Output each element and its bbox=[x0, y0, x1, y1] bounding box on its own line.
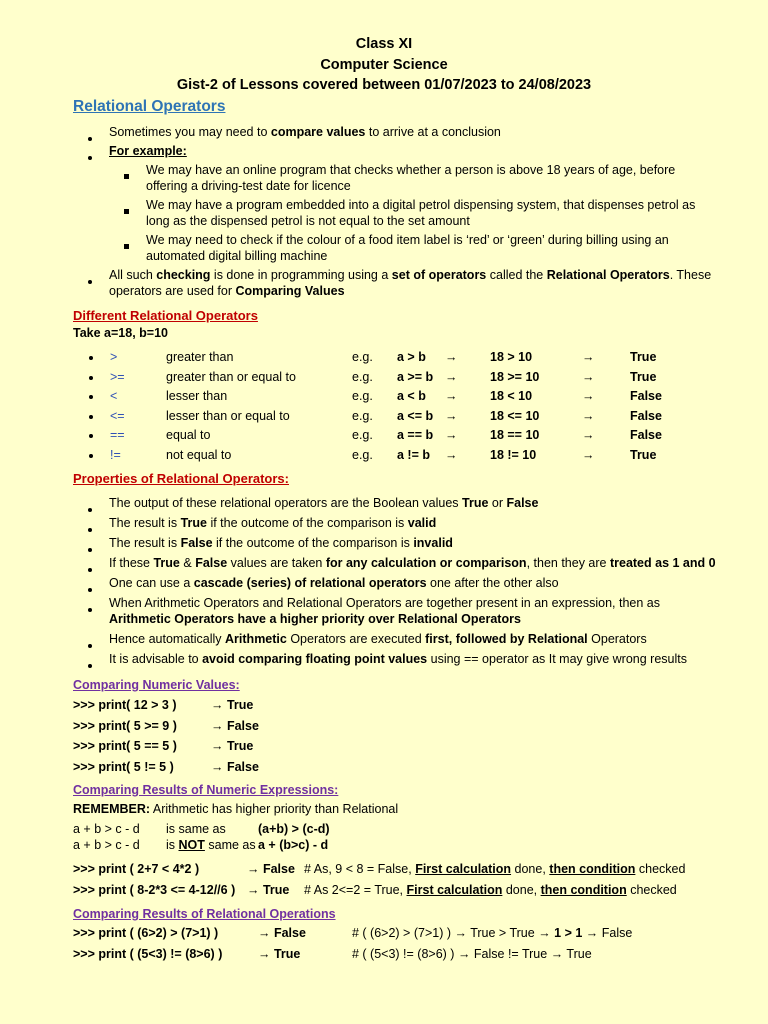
operator-row-op: <= bbox=[110, 408, 125, 423]
numeric-values-heading: Comparing Numeric Values: bbox=[73, 678, 240, 692]
operator-row-res: False bbox=[630, 408, 662, 423]
intro-bullet: Sometimes you may need to compare values to arrive at a conclusion bbox=[109, 125, 501, 139]
example-3-line2: automated digital billing machine bbox=[146, 249, 328, 263]
bullet-icon bbox=[89, 395, 93, 399]
operator-row-desc: greater than bbox=[166, 350, 234, 364]
expr-2-left: a + b > c - d bbox=[73, 838, 140, 852]
operator-row-res: False bbox=[630, 428, 662, 442]
expr-1-right: (a+b) > (c-d) bbox=[258, 822, 330, 836]
operator-row-eg: e.g. bbox=[352, 447, 373, 462]
operation-code-1: >>> print ( (6>2) > (7>1) ) bbox=[73, 926, 219, 940]
property-4: If these True & False values are taken for any calculation or comparison, then they are treated as 1 and 0 bbox=[109, 556, 716, 570]
operator-row-eg: e.g. bbox=[352, 369, 373, 384]
operator-row-arrow1: → bbox=[445, 389, 458, 403]
operator-row-res: True bbox=[630, 369, 657, 384]
operator-row-arrow1: → bbox=[445, 408, 458, 423]
expr-code-2: >>> print ( 8-2*3 <= 4-12//6 ) bbox=[73, 883, 236, 897]
operator-row-eg: e.g. bbox=[352, 389, 373, 403]
bullet-icon bbox=[88, 581, 92, 595]
property-7: Hence automatically Arithmetic Operators are executed first, followed by Relational Operators bbox=[109, 632, 647, 646]
operator-row-op: < bbox=[110, 389, 118, 403]
property-8: It is advisable to avoid comparing floating point values using == operator as It may give wrong results bbox=[109, 652, 687, 666]
operation-result-1: → False bbox=[258, 926, 306, 940]
numeric-result: → False bbox=[211, 718, 259, 733]
bullet-icon bbox=[89, 434, 93, 438]
square-bullet-icon bbox=[124, 238, 129, 252]
bullet-icon bbox=[89, 415, 93, 419]
operator-row-val: 18 != 10 bbox=[490, 447, 537, 462]
different-operators-heading: Different Relational Operators bbox=[73, 308, 258, 323]
numeric-code: >>> print( 12 > 3 ) bbox=[73, 698, 177, 712]
numeric-code: >>> print( 5 >= 9 ) bbox=[73, 718, 177, 733]
property-1: The output of these relational operators are the Boolean values True or False bbox=[109, 496, 539, 510]
operator-row-arrow2: → bbox=[582, 447, 595, 462]
operator-row-val: 18 < 10 bbox=[490, 389, 533, 403]
operator-row-arrow2: → bbox=[582, 389, 595, 403]
checking-bullet-line2: operators are used for Comparing Values bbox=[109, 284, 345, 298]
operator-row-desc: greater than or equal to bbox=[166, 369, 296, 384]
square-bullet-icon bbox=[124, 168, 129, 182]
operator-row-expr: a < b bbox=[397, 389, 426, 403]
remember-line: REMEMBER: Arithmetic has higher priority than Relational bbox=[73, 802, 399, 816]
property-2: The result is True if the outcome of the comparison is valid bbox=[109, 516, 437, 530]
operation-result-2: → True bbox=[258, 947, 301, 961]
property-6-line1: When Arithmetic Operators and Relational Operators are together present in an expression, then as bbox=[109, 596, 660, 610]
operator-row-eg: e.g. bbox=[352, 350, 373, 364]
numeric-code: >>> print( 5 != 5 ) bbox=[73, 759, 174, 774]
operator-row-val: 18 >= 10 bbox=[490, 369, 540, 384]
bullet-icon bbox=[88, 130, 92, 144]
expr-1-left: a + b > c - d bbox=[73, 822, 140, 836]
checking-bullet-line1: All such checking is done in programming using a set of operators called the Relational Operators. These bbox=[109, 268, 712, 282]
operator-row-res: False bbox=[630, 389, 662, 403]
example-1-line2: offering a driving-test date for licence bbox=[146, 179, 351, 193]
example-2-line1: We may have a program embedded into a digital petrol dispensing system, that dispenses petrol as bbox=[146, 198, 696, 212]
take-values-line: Take a=18, b=10 bbox=[73, 326, 168, 340]
operator-row-val: 18 <= 10 bbox=[490, 408, 540, 423]
operator-row-expr: a <= b bbox=[397, 408, 434, 423]
operator-row-val: 18 > 10 bbox=[490, 350, 533, 364]
operation-comment-2: # ( (5<3) != (8>6) ) → False != True → True bbox=[352, 947, 592, 961]
operator-row-expr: a >= b bbox=[397, 369, 434, 384]
operator-row-expr: a > b bbox=[397, 350, 426, 364]
relational-operators-heading: Relational Operators bbox=[73, 98, 226, 115]
operator-row-op: >= bbox=[110, 369, 125, 384]
bullet-icon bbox=[88, 273, 92, 287]
expr-code-1: >>> print ( 2+7 < 4*2 ) bbox=[73, 862, 200, 876]
numeric-code: >>> print( 5 == 5 ) bbox=[73, 739, 177, 753]
operator-row-arrow1: → bbox=[445, 447, 458, 462]
bullet-icon bbox=[89, 454, 93, 458]
operator-row-res: True bbox=[630, 350, 657, 364]
operator-row-arrow2: → bbox=[582, 428, 595, 442]
operator-row-expr: a != b bbox=[397, 447, 430, 462]
operation-comment-1: # ( (6>2) > (7>1) ) → True > True → 1 > 1 → False bbox=[352, 926, 633, 940]
bullet-icon bbox=[88, 601, 92, 615]
expr-result-1: → False bbox=[247, 862, 295, 876]
operator-row-op: > bbox=[110, 350, 118, 364]
property-6-line2: Arithmetic Operators have a higher priority over Relational Operators bbox=[109, 612, 521, 626]
for-example-label: For example: bbox=[109, 144, 187, 158]
numeric-result: → True bbox=[211, 698, 254, 712]
numeric-result: → False bbox=[211, 759, 259, 774]
operator-row-val: 18 == 10 bbox=[490, 428, 540, 442]
example-3-line1: We may need to check if the colour of a food item label is ‘red’ or ‘green’ during billing using an bbox=[146, 233, 669, 247]
example-1-line1: We may have an online program that checks whether a person is above 18 years of age, before bbox=[146, 163, 676, 177]
example-2-line2: long as the dispensed petrol is not equal to the set amount bbox=[146, 214, 470, 228]
numeric-expressions-heading: Comparing Results of Numeric Expressions: bbox=[73, 783, 339, 797]
bullet-icon bbox=[88, 149, 92, 163]
property-5: One can use a cascade (series) of relational operators one after the other also bbox=[109, 576, 559, 590]
properties-heading: Properties of Relational Operators: bbox=[73, 471, 289, 486]
operator-row-arrow1: → bbox=[445, 350, 458, 364]
bullet-icon bbox=[88, 541, 92, 555]
expr-result-2: → True bbox=[247, 883, 290, 897]
operator-row-desc: not equal to bbox=[166, 447, 232, 462]
class-title: Class XI bbox=[355, 36, 413, 52]
relational-operations-heading: Comparing Results of Relational Operations bbox=[73, 907, 336, 921]
operator-row-desc: equal to bbox=[166, 428, 211, 442]
bullet-icon bbox=[89, 356, 93, 360]
expr-2-right: a + (b>c) - d bbox=[258, 838, 329, 852]
operation-code-2: >>> print ( (5<3) != (8>6) ) bbox=[73, 947, 223, 961]
bullet-icon bbox=[88, 657, 92, 671]
subject-title: Computer Science bbox=[320, 57, 448, 73]
expr-comment-1: # As, 9 < 8 = False, First calculation done, then condition checked bbox=[304, 862, 686, 876]
numeric-result: → True bbox=[211, 739, 254, 753]
operator-row-arrow1: → bbox=[445, 369, 458, 384]
operator-row-eg: e.g. bbox=[352, 408, 373, 423]
operator-row-op: == bbox=[110, 428, 125, 442]
bullet-icon bbox=[88, 637, 92, 651]
operator-row-arrow2: → bbox=[582, 350, 595, 364]
property-3: The result is False if the outcome of the comparison is invalid bbox=[109, 536, 453, 550]
operator-row-arrow2: → bbox=[582, 369, 595, 384]
bullet-icon bbox=[88, 521, 92, 535]
square-bullet-icon bbox=[124, 203, 129, 217]
expr-2-relation: is NOT same as bbox=[166, 838, 256, 852]
operator-row-desc: lesser than bbox=[166, 389, 228, 403]
operator-row-op: != bbox=[110, 447, 121, 462]
expr-comment-2: # As 2<=2 = True, First calculation done, then condition checked bbox=[304, 883, 677, 897]
operator-row-res: True bbox=[630, 447, 657, 462]
bullet-icon bbox=[88, 501, 92, 515]
operator-row-eg: e.g. bbox=[352, 428, 373, 442]
bullet-icon bbox=[88, 561, 92, 575]
bullet-icon bbox=[89, 376, 93, 380]
operator-row-arrow1: → bbox=[445, 428, 458, 442]
gist-title: Gist-2 of Lessons covered between 01/07/2023 to 24/08/2023 bbox=[176, 77, 592, 93]
expr-1-relation: is same as bbox=[166, 822, 226, 836]
operator-row-desc: lesser than or equal to bbox=[166, 408, 290, 423]
operator-row-expr: a == b bbox=[397, 428, 434, 442]
operator-row-arrow2: → bbox=[582, 408, 595, 423]
